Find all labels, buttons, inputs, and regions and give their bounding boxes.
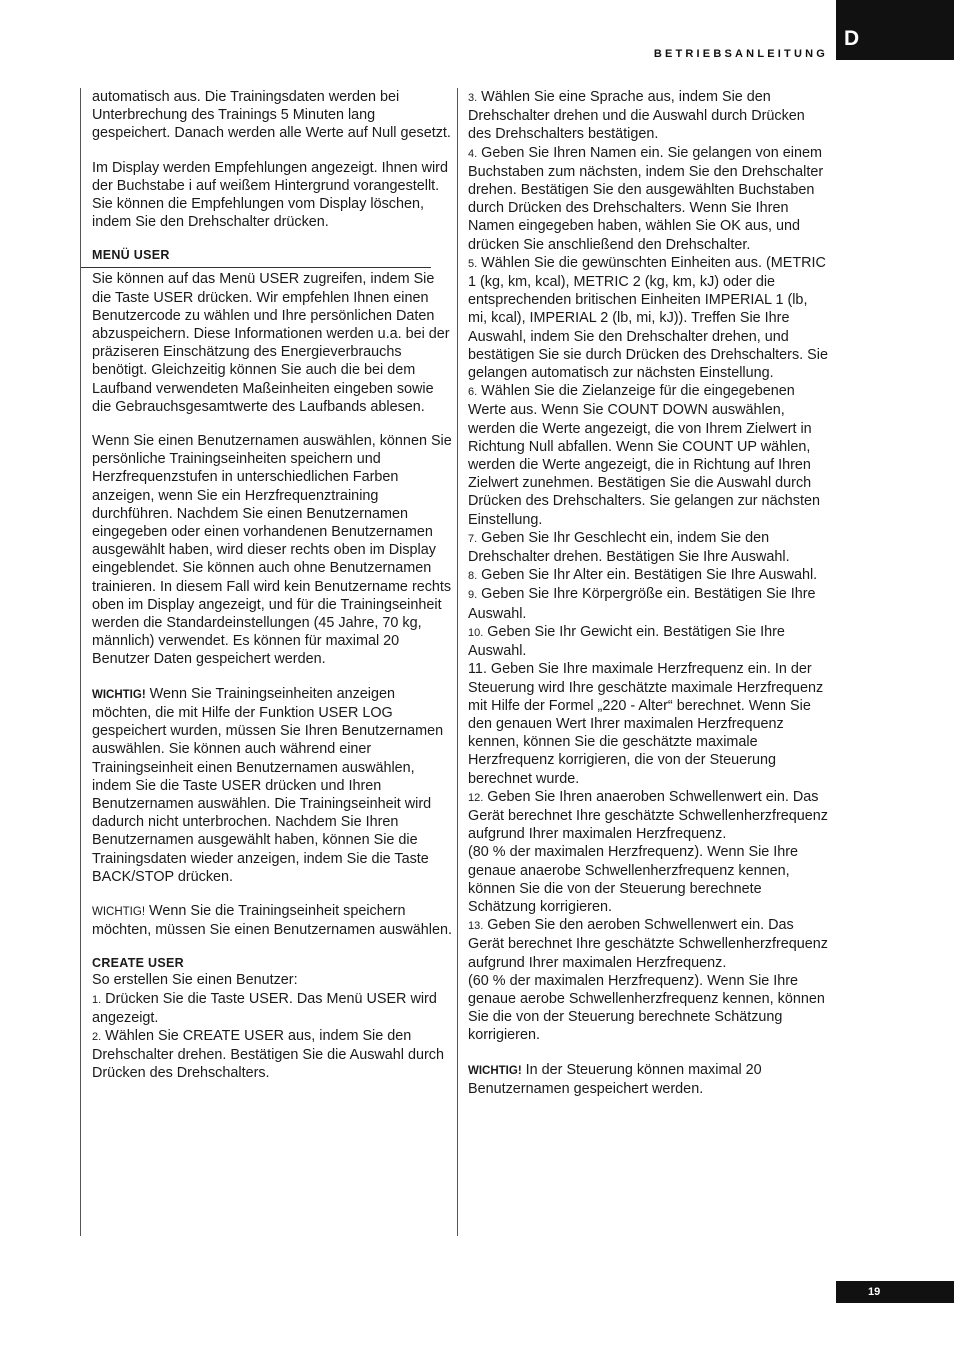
step-number: 7. — [468, 532, 478, 545]
step-text: Geben Sie Ihre Körpergröße ein. Bestätigen Sie Ihre Auswahl. — [468, 586, 816, 622]
step-text: Wählen Sie CREATE USER aus, indem Sie den Drehschalter drehen. Bestätigen Sie die Auswahl durch Drücken des Drehschalters. — [92, 1027, 444, 1082]
list-item — [92, 990, 452, 1027]
step-text: Wählen Sie die gewünschten Einheiten aus. (METRIC 1 (kg, km, kcal), METRIC 2 (kg, km, kJ) oder die entsprechenden britischen Einheiten IMPERIAL 1 (lb, mi, kcal), IMPERIAL 2 (lb, mi, kJ)). Treffen Sie Ihre Auswahl, indem Sie den Drehschalter drehen, und bestätigen Sie sie durch Drücken des Drehschalters. Sie gelangen automatisch zur nächsten Einstellung. — [468, 254, 828, 382]
list-item — [468, 254, 830, 382]
step-text: Wählen Sie die Zielanzeige für die eingegebenen Werte aus. Wenn Sie COUNT DOWN auswählen, werden die Werte angezeigt, die von Ihrem Zielwert in Richtung Null abfallen. Wenn Sie COUNT UP wählen, werden die Werte angezeigt, die in Richtung auf Ihren Zielwert zunehmen. Bestätigen Sie die Auswahl durch Drücken des Drehschalters. Sie gelangen zur nächsten Einstellung. — [468, 383, 820, 528]
list-item — [468, 623, 830, 660]
step-number: 10. — [468, 626, 484, 639]
paragraph: So erstellen Sie einen Benutzer: — [92, 972, 298, 989]
paragraph: (60 % der maximalen Herzfrequenz). Wenn Sie Ihre genaue aerobe Schwellenherzfrequenz kennen, können Sie die von der Steuerung berechnete Schätzung korrigieren. — [468, 972, 825, 1044]
step-number: 9. — [468, 589, 478, 602]
list-item — [468, 585, 830, 622]
list-item — [468, 566, 830, 585]
step-text: Geben Sie den aeroben Schwellenwert ein. Das Gerät berechnet Ihre geschätzte Schwellenherzfrequenz aufgrund Ihrer maximalen Herzfrequenz. — [468, 917, 828, 971]
step-text: Geben Sie Ihr Alter ein. Bestätigen Sie Ihre Auswahl. — [477, 567, 818, 584]
paragraph: Im Display werden Empfehlungen angezeigt. Ihnen wird der Buchstabe i auf weißem Hintergrund vorangestellt. Sie können die Empfehlungen vom Display löschen, indem Sie den Drehschalter drücken. — [92, 159, 448, 231]
step-number: 8. — [468, 570, 478, 583]
step-number: 13. — [468, 920, 484, 933]
list-item — [92, 1027, 452, 1083]
warning-label: WICHTIG! — [92, 688, 146, 701]
paragraph: automatisch aus. Die Trainingsdaten werden bei Unterbrechung des Trainings 5 Minuten lang gespeichert. Danach werden alle Werte auf Null gesetzt. — [92, 89, 451, 142]
paragraph: Wenn Sie einen Benutzernamen auswählen, können Sie persönliche Trainingseinheiten speichern und Herzfrequenzstufen in unterschiedlichen Farben anzeigen, wenn Sie ein Herzfrequenztraining durchführen. Nachdem Sie einen Benutzernamen eingegeben oder einen vorhandenen Benutzernamen ausgewählt haben, wird dieser rechts oben im Display eingeblendet. Sie können auch ohne Benutzernamen trainieren. In diesem Fall wird kein Benutzername rechts oben im Display angezeigt, und für die Trainingseinheit werden die Standardeinstellungen (45 Jahre, 70 kg, männlich) verwendet. Es können für maximal 20 Benutzer Daten gespeichert werden. — [92, 433, 452, 668]
list-item — [468, 788, 830, 844]
step-number: 6. — [468, 386, 478, 399]
step-text: Geben Sie Ihr Geschlecht ein, indem Sie den Drehschalter drehen. Bestätigen Sie Ihre Auswahl. — [468, 529, 790, 566]
step-number: 5. — [468, 257, 478, 270]
warning-text: Wenn Sie die Trainingseinheit speichern möchten, müssen Sie einen Benutzernamen auswählen. — [92, 902, 452, 939]
list-item: 11. Geben Sie Ihre maximale Herzfrequenz ein. In der Steuerung wird Ihre geschätzte maximale Herzfrequenz mit Hilfe der Formel „220 - Alter“ berechnet. Wenn Sie den genauen Wert Ihrer maximalen Herzfrequenz kennen, können Sie die geschätzte maximale Herzfrequenz korrigieren, die von der Steuerung berechnet wurde. — [468, 661, 824, 787]
document-label: BETRIEBSANLEITUNG — [653, 48, 828, 60]
left-column — [80, 88, 452, 1236]
language-tab: D — [836, 0, 954, 60]
step-text: Wählen Sie eine Sprache aus, indem Sie den Drehschalter drehen und die Auswahl durch Drücken des Drehschalters bestätigen. — [468, 89, 805, 143]
warning-label: WICHTIG! — [468, 1064, 522, 1077]
list-item — [468, 382, 830, 529]
step-number: 2. — [92, 1030, 102, 1043]
list-item — [468, 144, 830, 254]
step-number: 3. — [468, 92, 478, 104]
paragraph: (80 % der maximalen Herzfrequenz). Wenn Sie Ihre genaue anaerobe Schwellenherzfrequenz kennen, können Sie die von der Steuerung berechnete Schätzung korrigieren. — [468, 844, 799, 915]
warning-note — [92, 902, 452, 939]
step-number: 12. — [468, 791, 484, 804]
right-column — [457, 88, 830, 1236]
paragraph: Sie können auf das Menü USER zugreifen, indem Sie die Taste USER drücken. Wir empfehlen Ihnen einen Benutzercode zu wählen und Ihre persönlichen Daten abzuspeichern. Diese Informationen werden u.a. bei der präziseren Einschätzung des Energieverbrauchs benötigt. Gleichzeitig können Sie auch die bei dem Laufband verwendeten Maßeinheiten eingeben sowie die Gebrauchsgesamtwerte des Laufbands ablesen. — [92, 271, 450, 415]
warning-label: WICHTIG! — [92, 905, 146, 918]
step-text: Geben Sie Ihren Namen ein. Sie gelangen von einem Buchstaben zum nächsten, indem Sie den Drehschalter drehen. Bestätigen Sie den ausgewählten Buchstaben durch Drücken des Drehschalters. Wenn Sie Ihren Namen eingegeben haben, wählen Sie OK aus, und drücken Sie anschließend den Drehschalter. — [468, 144, 824, 253]
list-item — [468, 529, 830, 566]
step-number: 1. — [92, 993, 102, 1006]
step-text: Geben Sie Ihren anaeroben Schwellenwert ein. Das Gerät berechnet Ihre geschätzte Schwellenherzfrequenz aufgrund Ihrer maximalen Herzfrequenz. — [468, 788, 828, 843]
step-text: Drücken Sie die Taste USER. Das Menü USER wird angezeigt. — [92, 990, 437, 1026]
step-number: 4. — [468, 147, 478, 160]
section-heading-menu-user: MENÜ USER — [92, 248, 170, 263]
warning-text: Wenn Sie Trainingseinheiten anzeigen möchten, die mit Hilfe der Funktion USER LOG gespeichert wurden, müssen Sie Ihren Benutzernamen auswählen. Sie können auch während einer Trainingseinheit einen Benutzernamen auswählen, indem Sie die Taste USER drücken und Ihren Benutzernamen auswählen. Die Trainingseinheit wird dadurch nicht unterbrochen. Nachdem Sie Ihren Benutzernamen ausgewählt haben, können Sie die Trainingsdaten wieder anzeigen, indem Sie die Taste BACK/STOP drücken. — [92, 685, 444, 885]
warning-text: In der Steuerung können maximal 20 Benutzernamen gespeichert werden. — [468, 1061, 762, 1097]
section-heading-create-user: CREATE USER — [92, 956, 184, 971]
warning-note — [92, 685, 452, 886]
heading-divider — [81, 267, 431, 268]
list-item — [468, 916, 830, 972]
list-item — [468, 88, 830, 144]
warning-note — [468, 1061, 830, 1098]
page-number: 19 — [836, 1281, 954, 1303]
step-text: Geben Sie Ihr Gewicht ein. Bestätigen Sie Ihre Auswahl. — [468, 623, 785, 660]
